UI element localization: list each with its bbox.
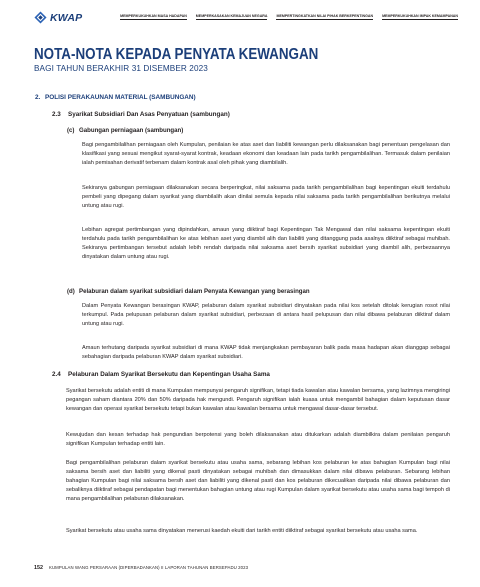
kwap-logo-icon (34, 11, 47, 24)
item-label: (d) (67, 288, 75, 295)
kwap-logo[interactable] (34, 11, 82, 24)
subsection-title: Syarikat Subsidiari Dan Asas Penyatuan (sambungan) (68, 111, 230, 118)
page-title: NOTA-NOTA KEPADA PENYATA KEWANGAN (34, 46, 319, 63)
paragraph: Amaun terhutang daripada syarikat subsidiari di mana KWAP tidak menjangkakan pembayaran balik pada masa hadapan akan dianggap sebagai sebahagian daripada pelaburan KWAP dalam syarikat subsidiari. (82, 345, 450, 361)
paragraph: Sekiranya gabungan perniagaan dilaksanakan secara berperingkat, nilai saksama pada tarikh pengambilalihan bagi kepentingan ekuiti terdahulu pembeli yang dipegang dalam syarikat yang diambilalih akan dinilai semula kepada nilai saksama pada tarikh pengambilalihan berikutnya melalui untung atau rugi. (82, 185, 450, 210)
paragraph: Syarikat bersekutu atau usaha sama dinyatakan menerusi kaedah ekuiti dari tarikh entiti diiktiraf sebagai syarikat bersekutu atau usaha sama. (66, 528, 418, 534)
section-heading (35, 94, 196, 101)
page-subtitle: BAGI TAHUN BERAKHIR 31 DISEMBER 2023 (34, 64, 208, 73)
paragraph: Dalam Penyata Kewangan berasingan KWAP, pelaburan dalam syarikat subsidiari dinyatakan pada nilai kos setelah ditolak kerugian rosot nilai terkumpul. Pada pelupusan pelaburan dalam syarikat subsidiari, perbezaan di antara hasil pelupusan dan nilai dibawa pelaburan diiktiraf dalam untung atau rugi. (82, 303, 450, 328)
page-footer (34, 565, 248, 571)
subsection-number: 2.4 (52, 371, 61, 378)
top-navigation (120, 14, 458, 20)
paragraph: Bagi pengambilalihan perniagaan oleh Kumpulan, penilaian ke atas aset dan liabiliti kewangan perlu dilaksanakan bagi penentuan pengelasan dan klasifikasi yang sesuai mengikut syarat-syarat kontrak, keadaan ekonomi dan keadaan lain pada tarikh pengambilalihan. Termasuk dalam penilaian ialah pemisahan derivatif terbenam dalam kontrak asal oleh pihak yang diambilalih. (82, 142, 450, 167)
nav-item-mempertingkatkan-nilai[interactable]: MEMPERTINGKATKAN NILAI PIHAK BERKEPENTINGAN (276, 14, 374, 18)
nav-item-memperkukuhkan-masa-hadapan[interactable]: MEMPERKUKUHKAN MASA HADAPAN (120, 14, 187, 18)
paragraph: Syarikat bersekutu adalah entiti di mana Kumpulan mempunyai pengaruh signifikan, tetapi tiada kawalan atau kawalan bersama, yang lazimnya mengiringi pegangan saham diantara 20% dan 50% daripada hak mengundi. Pengaruh signifikan ialah kuasa untuk mengambil bahagian dalam keputusan dasar kewangan dan operasi syarikat bersekutu tetapi bukan kawalan atau kawalan bersama untuk mengawal dasar-dasar tersebut. (66, 388, 450, 413)
subsection-number: 2.3 (52, 111, 61, 118)
paragraph: Lebihan agregat pertimbangan yang dipindahkan, amaun yang diiktiraf bagi Kepentingan Tak Mengawal dan nilai saksama kepentingan ekuiti terdahulu pada tarikh pengambilalihan ke atas lebihan aset yang diambil alih dan liabiliti yang ditanggung pada asalnya diiktiraf sebagai muhibah. Sekiranya pertimbangan tersebut adalah lebih rendah daripada nilai saksama aset bersih syarikat subsidiari yang diambil alih, perbezaannya dinyatakan dalam untung atau rugi. (82, 227, 450, 261)
subsection-heading-2-3 (52, 111, 230, 118)
page-number: 152 (34, 565, 43, 571)
logo-text: KWAP (50, 11, 83, 24)
item-label: (c) (67, 127, 75, 134)
subsection-title: Pelaburan Dalam Syarikat Bersekutu dan Kepentingan Usaha Sama (68, 371, 270, 378)
footer-text: KUMPULAN WANG PERSARAAN (DIPERBADANKAN) II LAPORAN TAHUNAN BERSEPADU 2023 (49, 565, 249, 570)
paragraph: Bagi pengambilalihan pelaburan dalam syarikat bersekutu atau usaha sama, sebarang lebihan kos pelaburan ke atas bahagian Kumpulan bagi nilai saksama bersih aset dan liabiliti yang dikenal pasti dinyatakan sebagai muhibah dan dimasukkan dalam nilai dibawa pelaburan. Sebarang lebihan bahagian Kumpulan bagi nilai saksama bersih aset dan liabiliti yang dikenal pasti dan kos pelaburan dikecualikan daripada nilai dibawa pelaburan dan sebaliknya diiktiraf sebagai pendapatan bagi menentukan bahagian untung atau rugi Kumpulan dalam syarikat bersekutu atau usaha sama bagi tempoh di mana pengambilalihan pelaburan dilaksanakan. (66, 460, 450, 503)
section-number: 2. (35, 94, 41, 101)
nav-item-memperkukuhkan-impak[interactable]: MEMPERKUKUHKAN IMPAK KEMAMPANAN (382, 14, 458, 18)
section-title: POLISI PERAKAUNAN MATERIAL (SAMBUNGAN) (45, 94, 196, 101)
item-heading-d (67, 288, 310, 295)
item-title: Gabungan perniagaan (sambungan) (79, 127, 184, 134)
paragraph: Kewujudan dan kesan terhadap hak pengundian berpotensi yang boleh dilaksanakan atau ditukarkan adalah diambilkira dalam penilaian pengaruh signifikan Kumpulan terhadap entiti lain. (66, 432, 450, 448)
item-title: Pelaburan dalam syarikat subsidiari dalam Penyata Kewangan yang berasingan (79, 288, 310, 295)
item-heading-c (67, 127, 183, 134)
nav-item-memperkasakan-kemajuan-negara[interactable]: MEMPERKASAKAN KEMAJUAN NEGARA (195, 14, 268, 18)
subsection-heading-2-4 (52, 371, 270, 378)
